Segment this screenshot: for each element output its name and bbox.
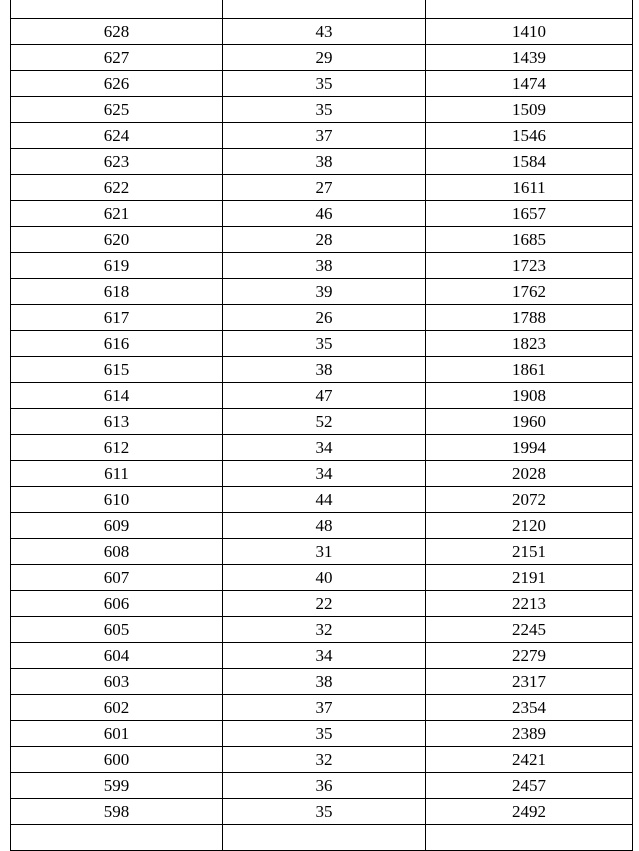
- count-cell: 43: [223, 19, 426, 45]
- table-row: [11, 123, 633, 149]
- score-cell: 598: [11, 799, 223, 825]
- score-cell: 605: [11, 617, 223, 643]
- table-row: [11, 0, 633, 19]
- table-row: [11, 435, 633, 461]
- cumulative-cell: 2389: [426, 721, 633, 747]
- table-row: [11, 825, 633, 851]
- count-cell: 38: [223, 669, 426, 695]
- score-cell: 622: [11, 175, 223, 201]
- table-row: [11, 227, 633, 253]
- count-cell: 35: [223, 331, 426, 357]
- cumulative-cell: 1685: [426, 227, 633, 253]
- score-cell: 623: [11, 149, 223, 175]
- score-cell: 610: [11, 487, 223, 513]
- score-cell: 612: [11, 435, 223, 461]
- document-page: [10, 0, 632, 851]
- table-row: [11, 669, 633, 695]
- cumulative-cell: 1908: [426, 383, 633, 409]
- table-row: [11, 487, 633, 513]
- table-row: [11, 279, 633, 305]
- score-cell: 607: [11, 565, 223, 591]
- count-cell: 34: [223, 643, 426, 669]
- cumulative-cell: 1410: [426, 19, 633, 45]
- cumulative-cell: 1960: [426, 409, 633, 435]
- cumulative-cell: 1509: [426, 97, 633, 123]
- score-cell: 619: [11, 253, 223, 279]
- count-cell: 35: [223, 71, 426, 97]
- count-cell: 38: [223, 253, 426, 279]
- table-row: [11, 461, 633, 487]
- table-row: [11, 721, 633, 747]
- table-row: [11, 799, 633, 825]
- score-cell: 599: [11, 773, 223, 799]
- table-row: [11, 513, 633, 539]
- cumulative-cell: [426, 825, 633, 851]
- cumulative-cell: 1994: [426, 435, 633, 461]
- cumulative-cell: 1546: [426, 123, 633, 149]
- count-cell: 27: [223, 175, 426, 201]
- table-row: [11, 357, 633, 383]
- cumulative-cell: 2245: [426, 617, 633, 643]
- count-cell: 34: [223, 435, 426, 461]
- cumulative-cell: 1439: [426, 45, 633, 71]
- cumulative-cell: 2354: [426, 695, 633, 721]
- count-cell: 37: [223, 123, 426, 149]
- cumulative-cell: 1584: [426, 149, 633, 175]
- count-cell: 40: [223, 565, 426, 591]
- count-cell: 32: [223, 747, 426, 773]
- cumulative-cell: 1823: [426, 331, 633, 357]
- cumulative-cell: 2120: [426, 513, 633, 539]
- score-cell: 621: [11, 201, 223, 227]
- count-cell: 35: [223, 97, 426, 123]
- cumulative-cell: [426, 0, 633, 19]
- cumulative-cell: 1762: [426, 279, 633, 305]
- count-cell: 28: [223, 227, 426, 253]
- score-cell: 625: [11, 97, 223, 123]
- score-cell: 613: [11, 409, 223, 435]
- cumulative-cell: 1657: [426, 201, 633, 227]
- score-cell: 603: [11, 669, 223, 695]
- cumulative-cell: 2151: [426, 539, 633, 565]
- score-cell: [11, 0, 223, 19]
- cumulative-cell: 2191: [426, 565, 633, 591]
- table-row: [11, 539, 633, 565]
- cumulative-cell: 2279: [426, 643, 633, 669]
- count-cell: 32: [223, 617, 426, 643]
- score-cell: 628: [11, 19, 223, 45]
- score-cell: 620: [11, 227, 223, 253]
- count-cell: 48: [223, 513, 426, 539]
- cumulative-cell: 1611: [426, 175, 633, 201]
- cumulative-cell: 1788: [426, 305, 633, 331]
- table-row: [11, 45, 633, 71]
- cumulative-cell: 2421: [426, 747, 633, 773]
- score-cell: 606: [11, 591, 223, 617]
- table-row: [11, 175, 633, 201]
- cumulative-cell: 2072: [426, 487, 633, 513]
- cumulative-cell: 1474: [426, 71, 633, 97]
- score-cell: 618: [11, 279, 223, 305]
- table-body: [11, 0, 633, 851]
- count-cell: 35: [223, 799, 426, 825]
- table-row: [11, 591, 633, 617]
- score-cell: 617: [11, 305, 223, 331]
- count-cell: 38: [223, 149, 426, 175]
- score-cell: 627: [11, 45, 223, 71]
- table-row: [11, 19, 633, 45]
- table-row: [11, 71, 633, 97]
- score-cell: 615: [11, 357, 223, 383]
- count-cell: 22: [223, 591, 426, 617]
- score-cell: 626: [11, 71, 223, 97]
- table-row: [11, 201, 633, 227]
- count-cell: [223, 0, 426, 19]
- count-cell: 29: [223, 45, 426, 71]
- count-cell: 36: [223, 773, 426, 799]
- table-row: [11, 383, 633, 409]
- table-row: [11, 305, 633, 331]
- score-cell: 601: [11, 721, 223, 747]
- table-row: [11, 643, 633, 669]
- count-cell: 26: [223, 305, 426, 331]
- score-cell: 600: [11, 747, 223, 773]
- count-cell: 39: [223, 279, 426, 305]
- score-cell: 614: [11, 383, 223, 409]
- score-cell: 611: [11, 461, 223, 487]
- count-cell: 34: [223, 461, 426, 487]
- count-cell: 37: [223, 695, 426, 721]
- cumulative-cell: 2028: [426, 461, 633, 487]
- cumulative-cell: 2457: [426, 773, 633, 799]
- count-cell: 52: [223, 409, 426, 435]
- table-row: [11, 695, 633, 721]
- cumulative-cell: 1723: [426, 253, 633, 279]
- score-cell: 608: [11, 539, 223, 565]
- score-cell: 609: [11, 513, 223, 539]
- score-cell: 616: [11, 331, 223, 357]
- count-cell: 46: [223, 201, 426, 227]
- count-cell: 44: [223, 487, 426, 513]
- cumulative-cell: 1861: [426, 357, 633, 383]
- cumulative-cell: 2213: [426, 591, 633, 617]
- table-row: [11, 773, 633, 799]
- count-cell: 35: [223, 721, 426, 747]
- table-row: [11, 747, 633, 773]
- score-cell: 624: [11, 123, 223, 149]
- count-cell: 38: [223, 357, 426, 383]
- count-cell: 31: [223, 539, 426, 565]
- table-row: [11, 97, 633, 123]
- score-cell: 602: [11, 695, 223, 721]
- table-row: [11, 617, 633, 643]
- cumulative-cell: 2317: [426, 669, 633, 695]
- table-row: [11, 331, 633, 357]
- score-cell: [11, 825, 223, 851]
- count-cell: 47: [223, 383, 426, 409]
- table-row: [11, 253, 633, 279]
- table-row: [11, 409, 633, 435]
- table-row: [11, 565, 633, 591]
- score-cell: 604: [11, 643, 223, 669]
- cumulative-cell: 2492: [426, 799, 633, 825]
- count-cell: [223, 825, 426, 851]
- table-row: [11, 149, 633, 175]
- score-table: [10, 0, 633, 851]
